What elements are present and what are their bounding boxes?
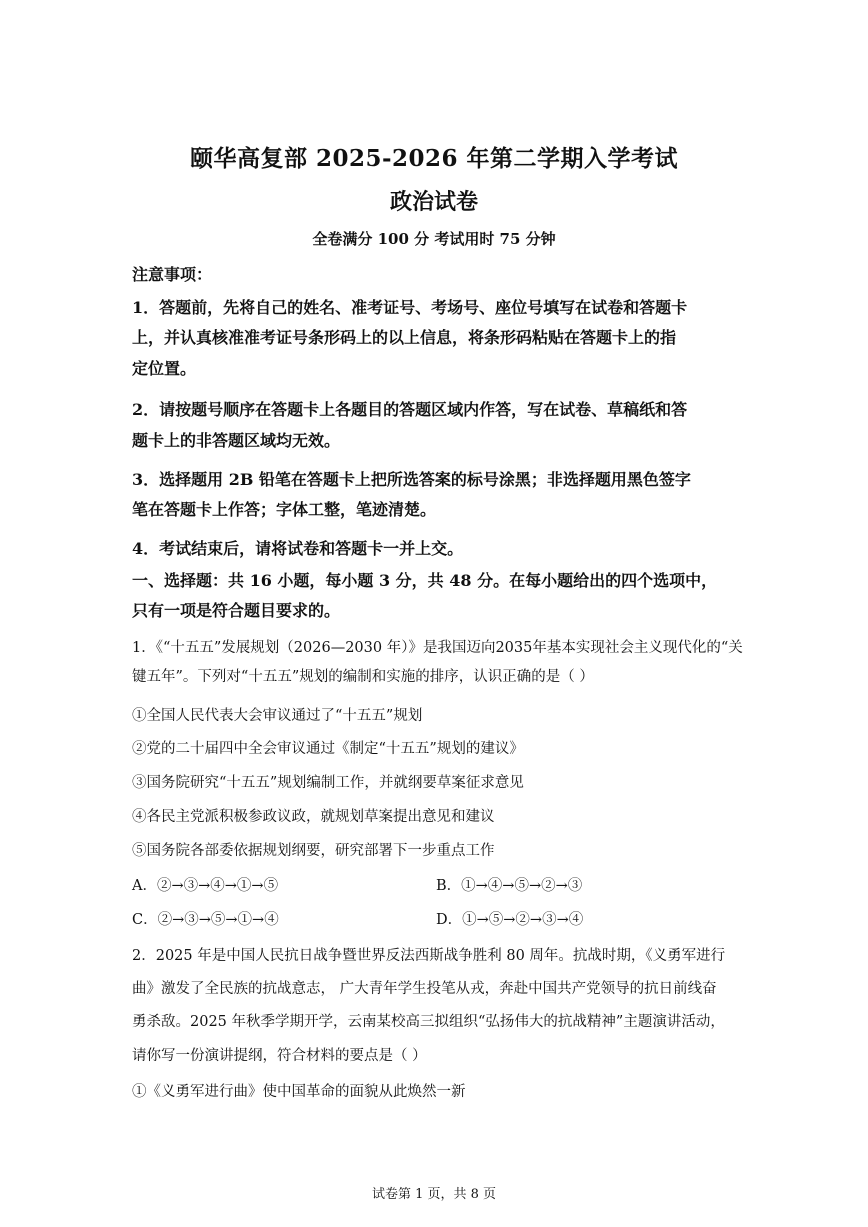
q2-item: ①《义勇军进行曲》使中国革命的面貌从此焕然一新 xyxy=(132,1084,466,1100)
note-line: 4．考试结束后，请将试卷和答题卡一并上交。 xyxy=(132,539,464,558)
page-footer: 试卷第 1 页，共 8 页 xyxy=(371,1187,497,1202)
q1-item: ③国务院研究“十五五”规划编制工作，并就纲要草案征求意见 xyxy=(132,775,524,791)
question-2-stem: 2．2025 年是中国人民抗日战争暨世界反法西斯战争胜利 80 周年。抗战时期，《义勇军进行 xyxy=(132,948,726,964)
exam-title: 颐华高复部 2025-2026 年第二学期入学考试 xyxy=(189,145,679,172)
section-heading: 一、选择题：共 16 小题，每小题 3 分，共 48 分。在每小题给出的四个选项中， xyxy=(132,571,718,590)
note-line: 1．答题前，先将自己的姓名、准考证号、考场号、座位号填写在试卷和答题卡 xyxy=(132,298,688,317)
question-2-stem: 请你写一份演讲提纲，符合材料的要点是（ ） xyxy=(132,1048,427,1064)
q1-item: ②党的二十届四中全会审议通过《制定“十五五”规划的建议》 xyxy=(132,741,524,757)
question-2-stem: 曲》激发了全民族的抗战意志， 广大青年学生投笔从戎，奔赴中国共产党领导的抗日前线奋 xyxy=(132,981,717,997)
q1-item: ⑤国务院各部委依据规划纲要，研究部署下一步重点工作 xyxy=(132,843,495,859)
section-heading: 只有一项是符合题目要求的。 xyxy=(132,601,341,620)
exam-info: 全卷满分 100 分 考试用时 75 分钟 xyxy=(312,230,556,248)
q1-item: ①全国人民代表大会审议通过了“十五五”规划 xyxy=(132,708,423,724)
subject-title: 政治试卷 xyxy=(389,189,478,215)
question-2-stem: 勇杀敌。2025 年秋季学期开学，云南某校高三拟组织“弘扬伟大的抗战精神”主题演讲活动， xyxy=(132,1014,725,1030)
q1-choice-d: D．①→⑤→②→③→④ xyxy=(436,912,584,928)
notes-heading: 注意事项： xyxy=(132,265,213,284)
note-line: 3．选择题用 2B 铅笔在答题卡上把所选答案的标号涂黑；非选择题用黑色签字 xyxy=(132,470,691,489)
note-line: 上，并认真核准准考证号条形码上的以上信息，将条形码粘贴在答题卡上的指 xyxy=(132,328,677,347)
note-line: 笔在答题卡上作答；字体工整，笔迹清楚。 xyxy=(132,500,437,519)
note-line: 题卡上的非答题区域均无效。 xyxy=(132,431,341,450)
q1-item: ④各民主党派积极参政议政，就规划草案提出意见和建议 xyxy=(132,809,495,825)
q1-choice-c: C．②→③→⑤→①→④ xyxy=(132,912,279,928)
note-line: 定位置。 xyxy=(132,359,197,378)
note-line: 2．请按题号顺序在答题卡上各题目的答题区域内作答，写在试卷、草稿纸和答 xyxy=(132,400,688,419)
question-1-stem: 1．《“十五五”发展规划（2026—2030 年）》是我国迈向2035年基本实现社会主义现代化的“关 xyxy=(132,640,743,656)
q1-choice-b: B．①→④→⑤→②→③ xyxy=(436,878,583,894)
question-1-stem: 键五年”。下列对“十五五”规划的编制和实施的排序，认识正确的是（ ） xyxy=(132,669,594,685)
q1-choice-a: A．②→③→④→①→⑤ xyxy=(132,878,279,894)
